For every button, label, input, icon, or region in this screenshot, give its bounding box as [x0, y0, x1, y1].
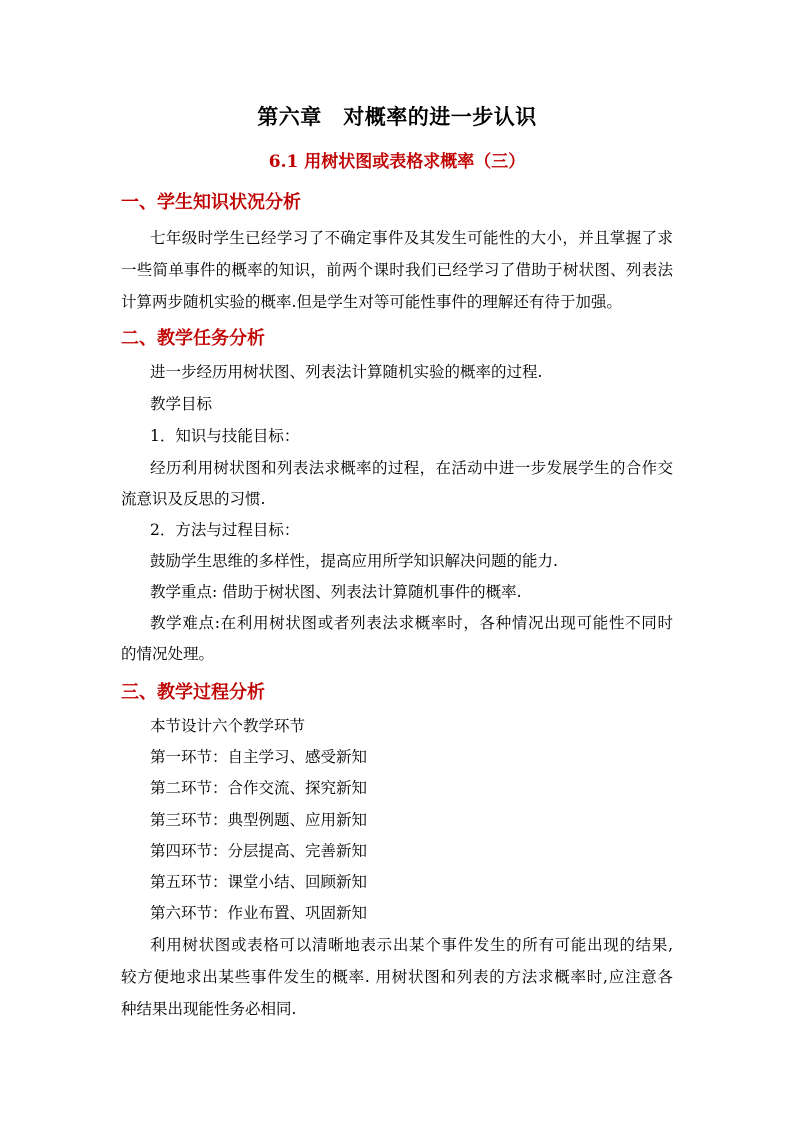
- paragraph-line: 教学目标: [150, 395, 213, 413]
- paragraph-line: 经历利用树状图和列表法求概率的过程，在活动中进一步发展学生的合作交: [150, 459, 673, 477]
- paragraph-line: 七年级时学生已经学习了不确定事件及其发生可能性的大小，并且掌握了求: [150, 229, 673, 247]
- paragraph-line: 2．方法与过程目标：: [150, 521, 300, 539]
- chapter-title: 第六章 对概率的进一步认识: [257, 104, 537, 129]
- teaching-step: 第六环节：作业布置、巩固新知: [150, 904, 368, 922]
- heading-process-analysis: 三、教学过程分析: [121, 682, 265, 703]
- teaching-step: 第五环节：课堂小结、回顾新知: [150, 873, 368, 891]
- paragraph-line: 一些简单事件的概率的知识，前两个课时我们已经学习了借助于树状图、列表法: [121, 261, 673, 279]
- teaching-step: 第四环节：分层提高、完善新知: [150, 842, 368, 860]
- paragraph-line: 进一步经历用树状图、列表法计算随机实验的概率的过程.: [150, 363, 543, 381]
- paragraph-line: 计算两步随机实验的概率.但是学生对等可能性事件的理解还有待于加强。: [121, 293, 622, 311]
- teaching-step: 第三环节：典型例题、应用新知: [150, 811, 368, 829]
- teaching-step: 第二环节：合作交流、探究新知: [150, 779, 368, 797]
- paragraph-line: 1．知识与技能目标：: [150, 427, 300, 445]
- heading-student-knowledge: 一、学生知识状况分析: [121, 192, 301, 213]
- paragraph-line: 种结果出现能性务必相同.: [121, 1000, 297, 1018]
- section-title: 6.1 用树状图或表格求概率（三）: [268, 152, 526, 172]
- paragraph-line: 的情况处理。: [121, 645, 215, 663]
- paragraph-line: 教学重点: 借助于树状图、列表法计算随机事件的概率.: [150, 583, 522, 601]
- teaching-step: 第一环节：自主学习、感受新知: [150, 748, 368, 766]
- heading-task-analysis: 二、教学任务分析: [121, 328, 265, 349]
- paragraph-line: 本节设计六个教学环节: [150, 717, 306, 735]
- paragraph-line: 利用树状图或表格可以清晰地表示出某个事件发生的所有可能出现的结果,: [150, 936, 673, 954]
- paragraph-line: 较方便地求出某些事件发生的概率. 用树状图和列表的方法求概率时,应注意各: [121, 968, 673, 986]
- paragraph-line: 流意识及反思的习惯.: [121, 490, 266, 508]
- paragraph-line: 鼓励学生思维的多样性，提高应用所学知识解决问题的能力.: [150, 552, 558, 570]
- paragraph-line: 教学难点:在利用树状图或者列表法求概率时，各种情况出现可能性不同时: [150, 614, 673, 632]
